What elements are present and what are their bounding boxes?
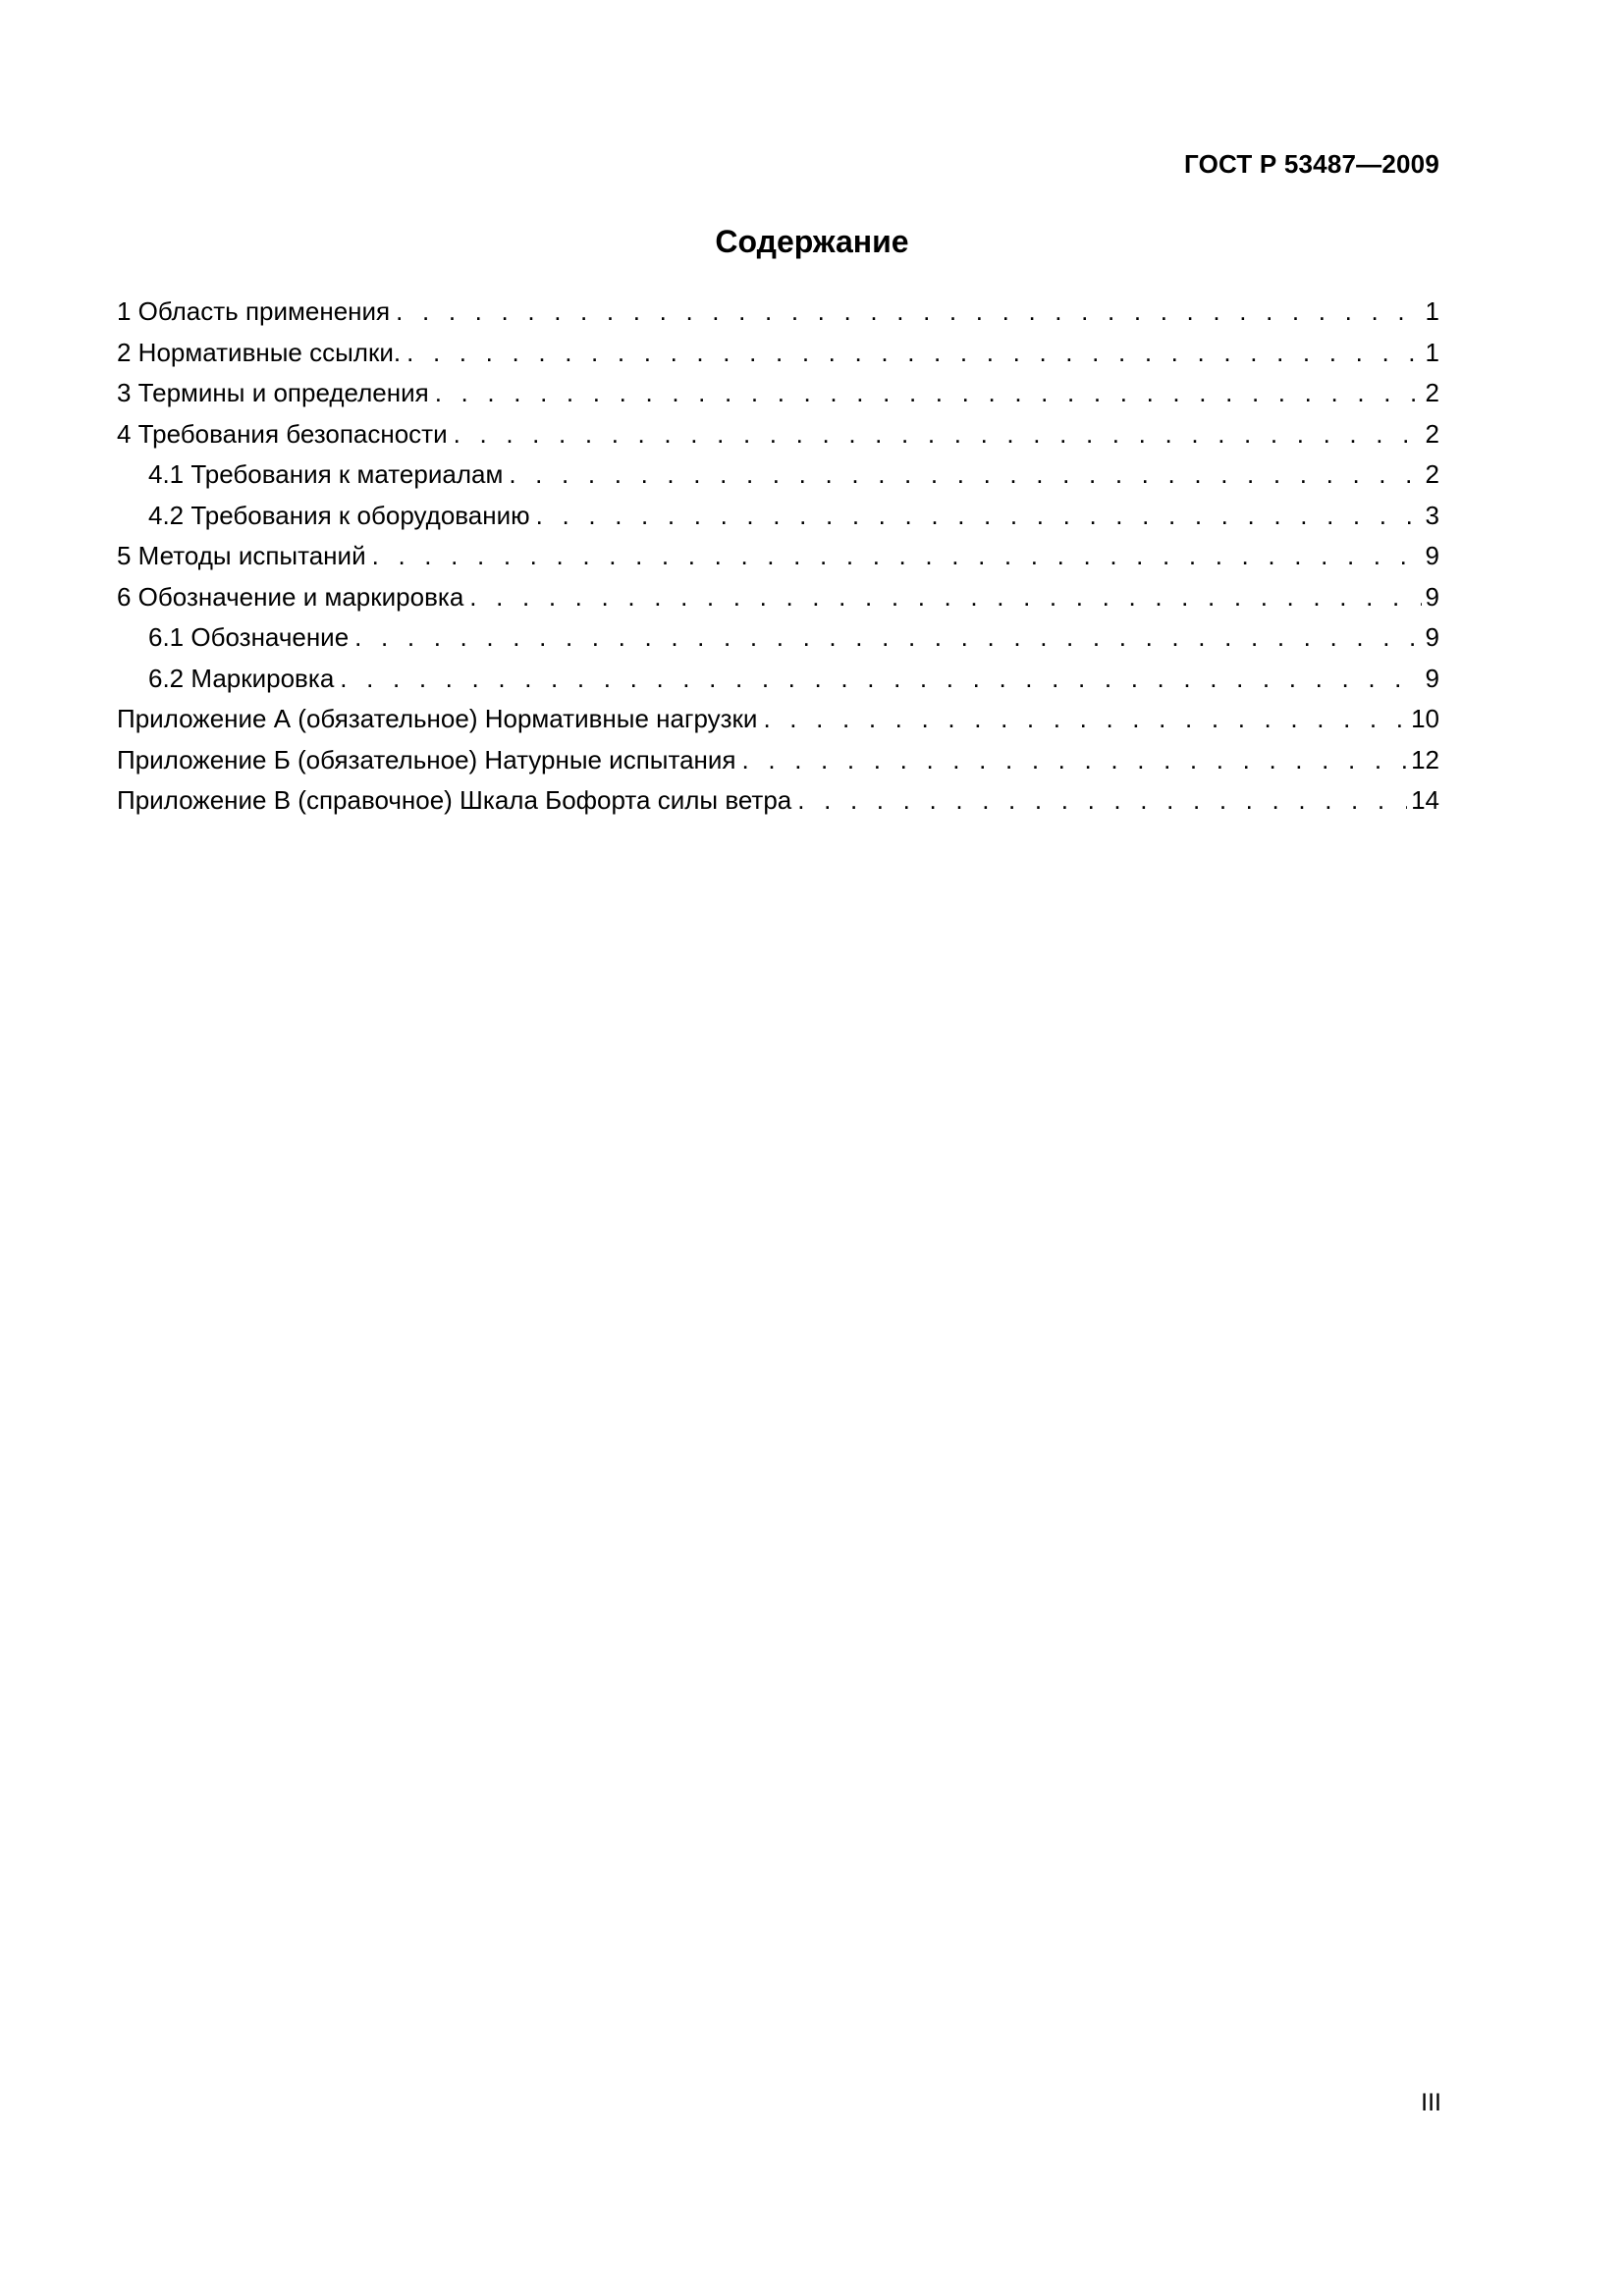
toc-entry[interactable] bbox=[117, 292, 1439, 333]
toc-entry-page: 9 bbox=[1425, 622, 1439, 652]
toc-leader-dots bbox=[763, 699, 1407, 740]
toc-title: Содержание bbox=[715, 224, 909, 259]
toc-leader-dots bbox=[396, 292, 1421, 333]
toc-entry-label: Приложение А (обязательное) Нормативные нагрузки bbox=[117, 704, 758, 733]
toc-entry[interactable] bbox=[117, 333, 1439, 374]
toc-entry[interactable] bbox=[117, 373, 1439, 414]
toc-subentry[interactable] bbox=[117, 659, 1439, 700]
toc-subentry[interactable] bbox=[117, 454, 1439, 496]
toc-leader-dots bbox=[372, 536, 1422, 577]
toc-entry-label: 4 Требования безопасности bbox=[117, 418, 448, 449]
toc-entry-label: 3 Термины и определения bbox=[117, 378, 429, 407]
toc-entry[interactable] bbox=[117, 536, 1439, 577]
toc-entry-appendix[interactable] bbox=[117, 780, 1439, 822]
toc-entry-label: 1 Область применения bbox=[117, 296, 391, 326]
toc-entry-label: 2 Нормативные ссылки. bbox=[117, 337, 402, 367]
toc-leader-dots bbox=[469, 577, 1421, 618]
toc-entry-label: 6.2 Маркировка bbox=[148, 663, 335, 693]
toc-entry-page: 3 bbox=[1425, 500, 1439, 530]
toc-entry-label: Приложение В (справочное) Шкала Бофорта силы ветра bbox=[117, 785, 792, 815]
toc-entry-label: 4.2 Требования к оборудованию bbox=[148, 500, 530, 530]
toc-entry-page: 10 bbox=[1411, 704, 1439, 733]
toc-leader-dots bbox=[509, 454, 1421, 496]
toc-entry-page: 2 bbox=[1425, 459, 1439, 489]
toc-entry-page: 1 bbox=[1425, 337, 1439, 367]
toc-entry-label: Приложение Б (обязательное) Натурные испытания bbox=[117, 744, 736, 774]
toc-entry-label: 4.1 Требования к материалам bbox=[148, 459, 504, 489]
toc-entry-label: 6.1 Обозначение bbox=[148, 622, 350, 652]
toc-leader-dots bbox=[406, 333, 1421, 374]
toc-entry-page: 2 bbox=[1425, 418, 1439, 449]
toc-entry-label: 6 Обозначение и маркировка bbox=[117, 581, 464, 612]
table-of-contents bbox=[117, 292, 1439, 822]
toc-subentry[interactable] bbox=[117, 496, 1439, 537]
page-number: III bbox=[1421, 2089, 1441, 2116]
toc-leader-dots bbox=[797, 780, 1407, 822]
toc-leader-dots bbox=[340, 659, 1421, 700]
toc-entry-page: 14 bbox=[1411, 785, 1439, 815]
toc-leader-dots bbox=[435, 373, 1422, 414]
toc-entry-page: 1 bbox=[1425, 296, 1439, 326]
document-code: ГОСТ Р 53487—2009 bbox=[1184, 149, 1439, 179]
toc-entry-label: 5 Методы испытаний bbox=[117, 541, 366, 570]
toc-entry-appendix[interactable] bbox=[117, 699, 1439, 740]
toc-leader-dots bbox=[742, 740, 1408, 781]
toc-entry[interactable] bbox=[117, 414, 1439, 455]
toc-entry-page: 2 bbox=[1425, 378, 1439, 407]
toc-leader-dots bbox=[354, 617, 1421, 659]
toc-entry[interactable] bbox=[117, 577, 1439, 618]
toc-entry-page: 9 bbox=[1425, 663, 1439, 693]
toc-leader-dots bbox=[454, 414, 1422, 455]
toc-entry-page: 12 bbox=[1411, 744, 1439, 774]
toc-subentry[interactable] bbox=[117, 617, 1439, 659]
toc-entry-page: 9 bbox=[1425, 541, 1439, 570]
toc-entry-page: 9 bbox=[1425, 581, 1439, 612]
toc-entry-appendix[interactable] bbox=[117, 740, 1439, 781]
toc-leader-dots bbox=[536, 496, 1422, 537]
